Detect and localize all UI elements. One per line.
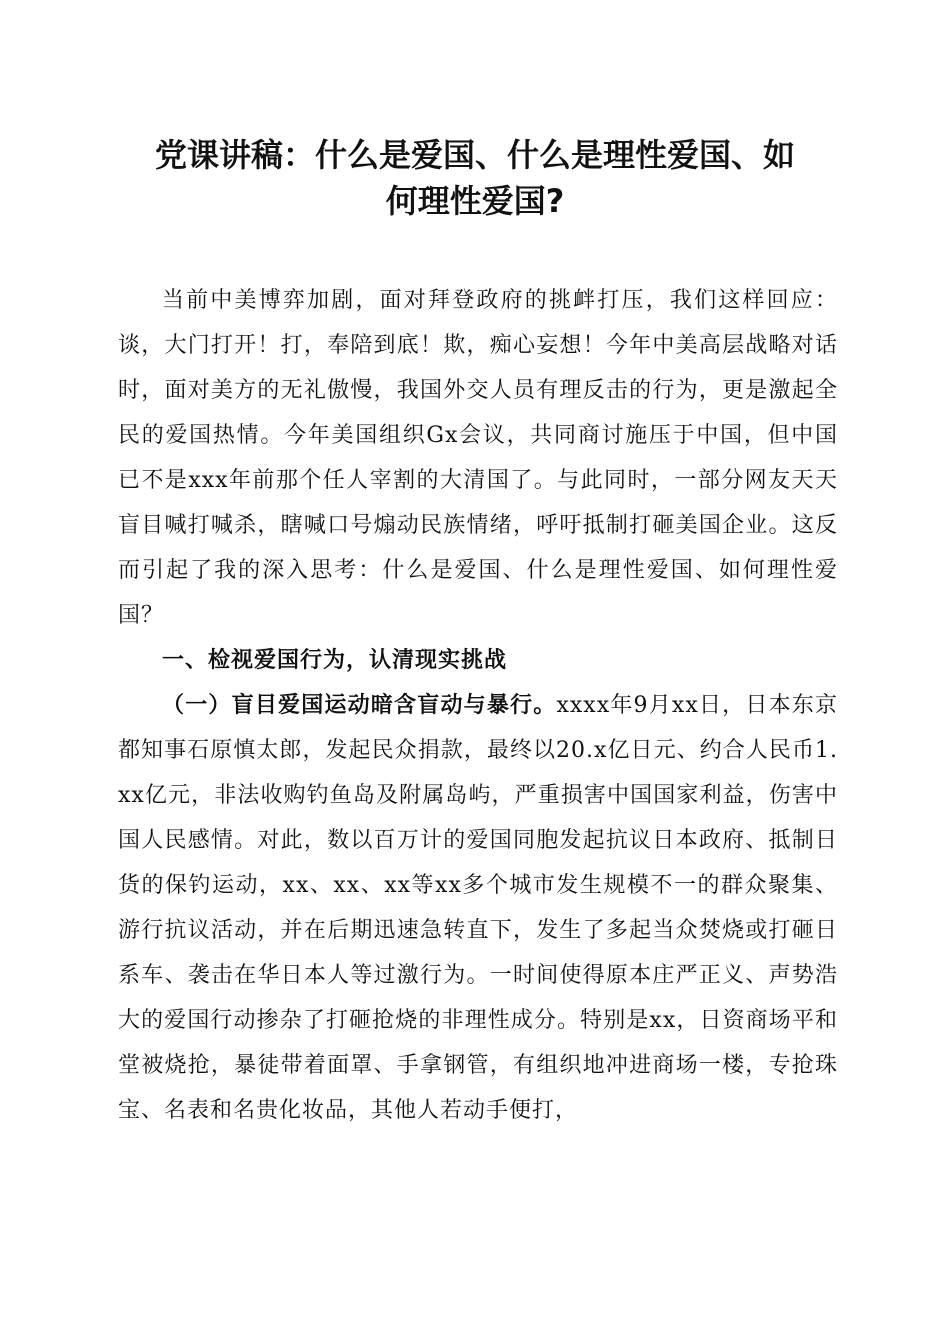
document-title (110, 132, 840, 224)
title-line-2: 何理性爱国? (385, 182, 565, 220)
subsection-1-paragraph (118, 683, 838, 1133)
section-1-heading: 一、检视爱国行为，认清现实挑战 (162, 648, 508, 673)
document-body (118, 278, 838, 1133)
title-line-1: 党课讲稿：什么是爱国、什么是理性爱国、如 (154, 136, 795, 174)
intro-paragraph: 当前中美博弈加剧，面对拜登政府的挑衅打压，我们这样回应：谈，大门打开！打，奉陪到底！欺，痴心妄想！今年中美高层战略对话时，面对美方的无礼傲慢，我国外交人员有理反击的行为，更是激起全民的爱国热情。今年美国组织Gx会议，共同商讨施压于中国，但中国已不是xxx年前那个任人宰割的大清国了。与此同时，一部分网友天天盲目喊打喊杀，瞎喊口号煽动民族情绪，呼吁抵制打砸美国企业。这反而引起了我的深入思考：什么是爱国、什么是理性爱国、如何理性爱国？ (118, 288, 838, 628)
subsection-1-lead: （一）盲目爱国运动暗含盲动与暴行。 (162, 693, 557, 718)
subsection-1-text: xxxx年9月xx日，日本东京都知事石原慎太郎，发起民众捐款，最终以20.x亿日元、约合人民币1.xx亿元，非法收购钓鱼岛及附属岛屿，严重损害中国国家利益，伤害中国人民感情。对此，数以百万计的爱国同胞发起抗议日本政府、抵制日货的保钓运动，xx、xx、xx等xx多个城市发生规模不一的群众聚集、游行抗议活动，并在后期迅速急转直下，发生了多起当众焚烧或打砸日系车、袭击在华日本人等过激行为。一时间使得原本庄严正义、声势浩大的爱国行动掺杂了打砸抢烧的非理性成分。特别是xx，日资商场平和堂被烧抢，暴徒带着面罩、手拿钢管，有组织地冲进商场一楼，专抢珠宝、名表和名贵化妆品，其他人若动手便打， (118, 693, 838, 1123)
